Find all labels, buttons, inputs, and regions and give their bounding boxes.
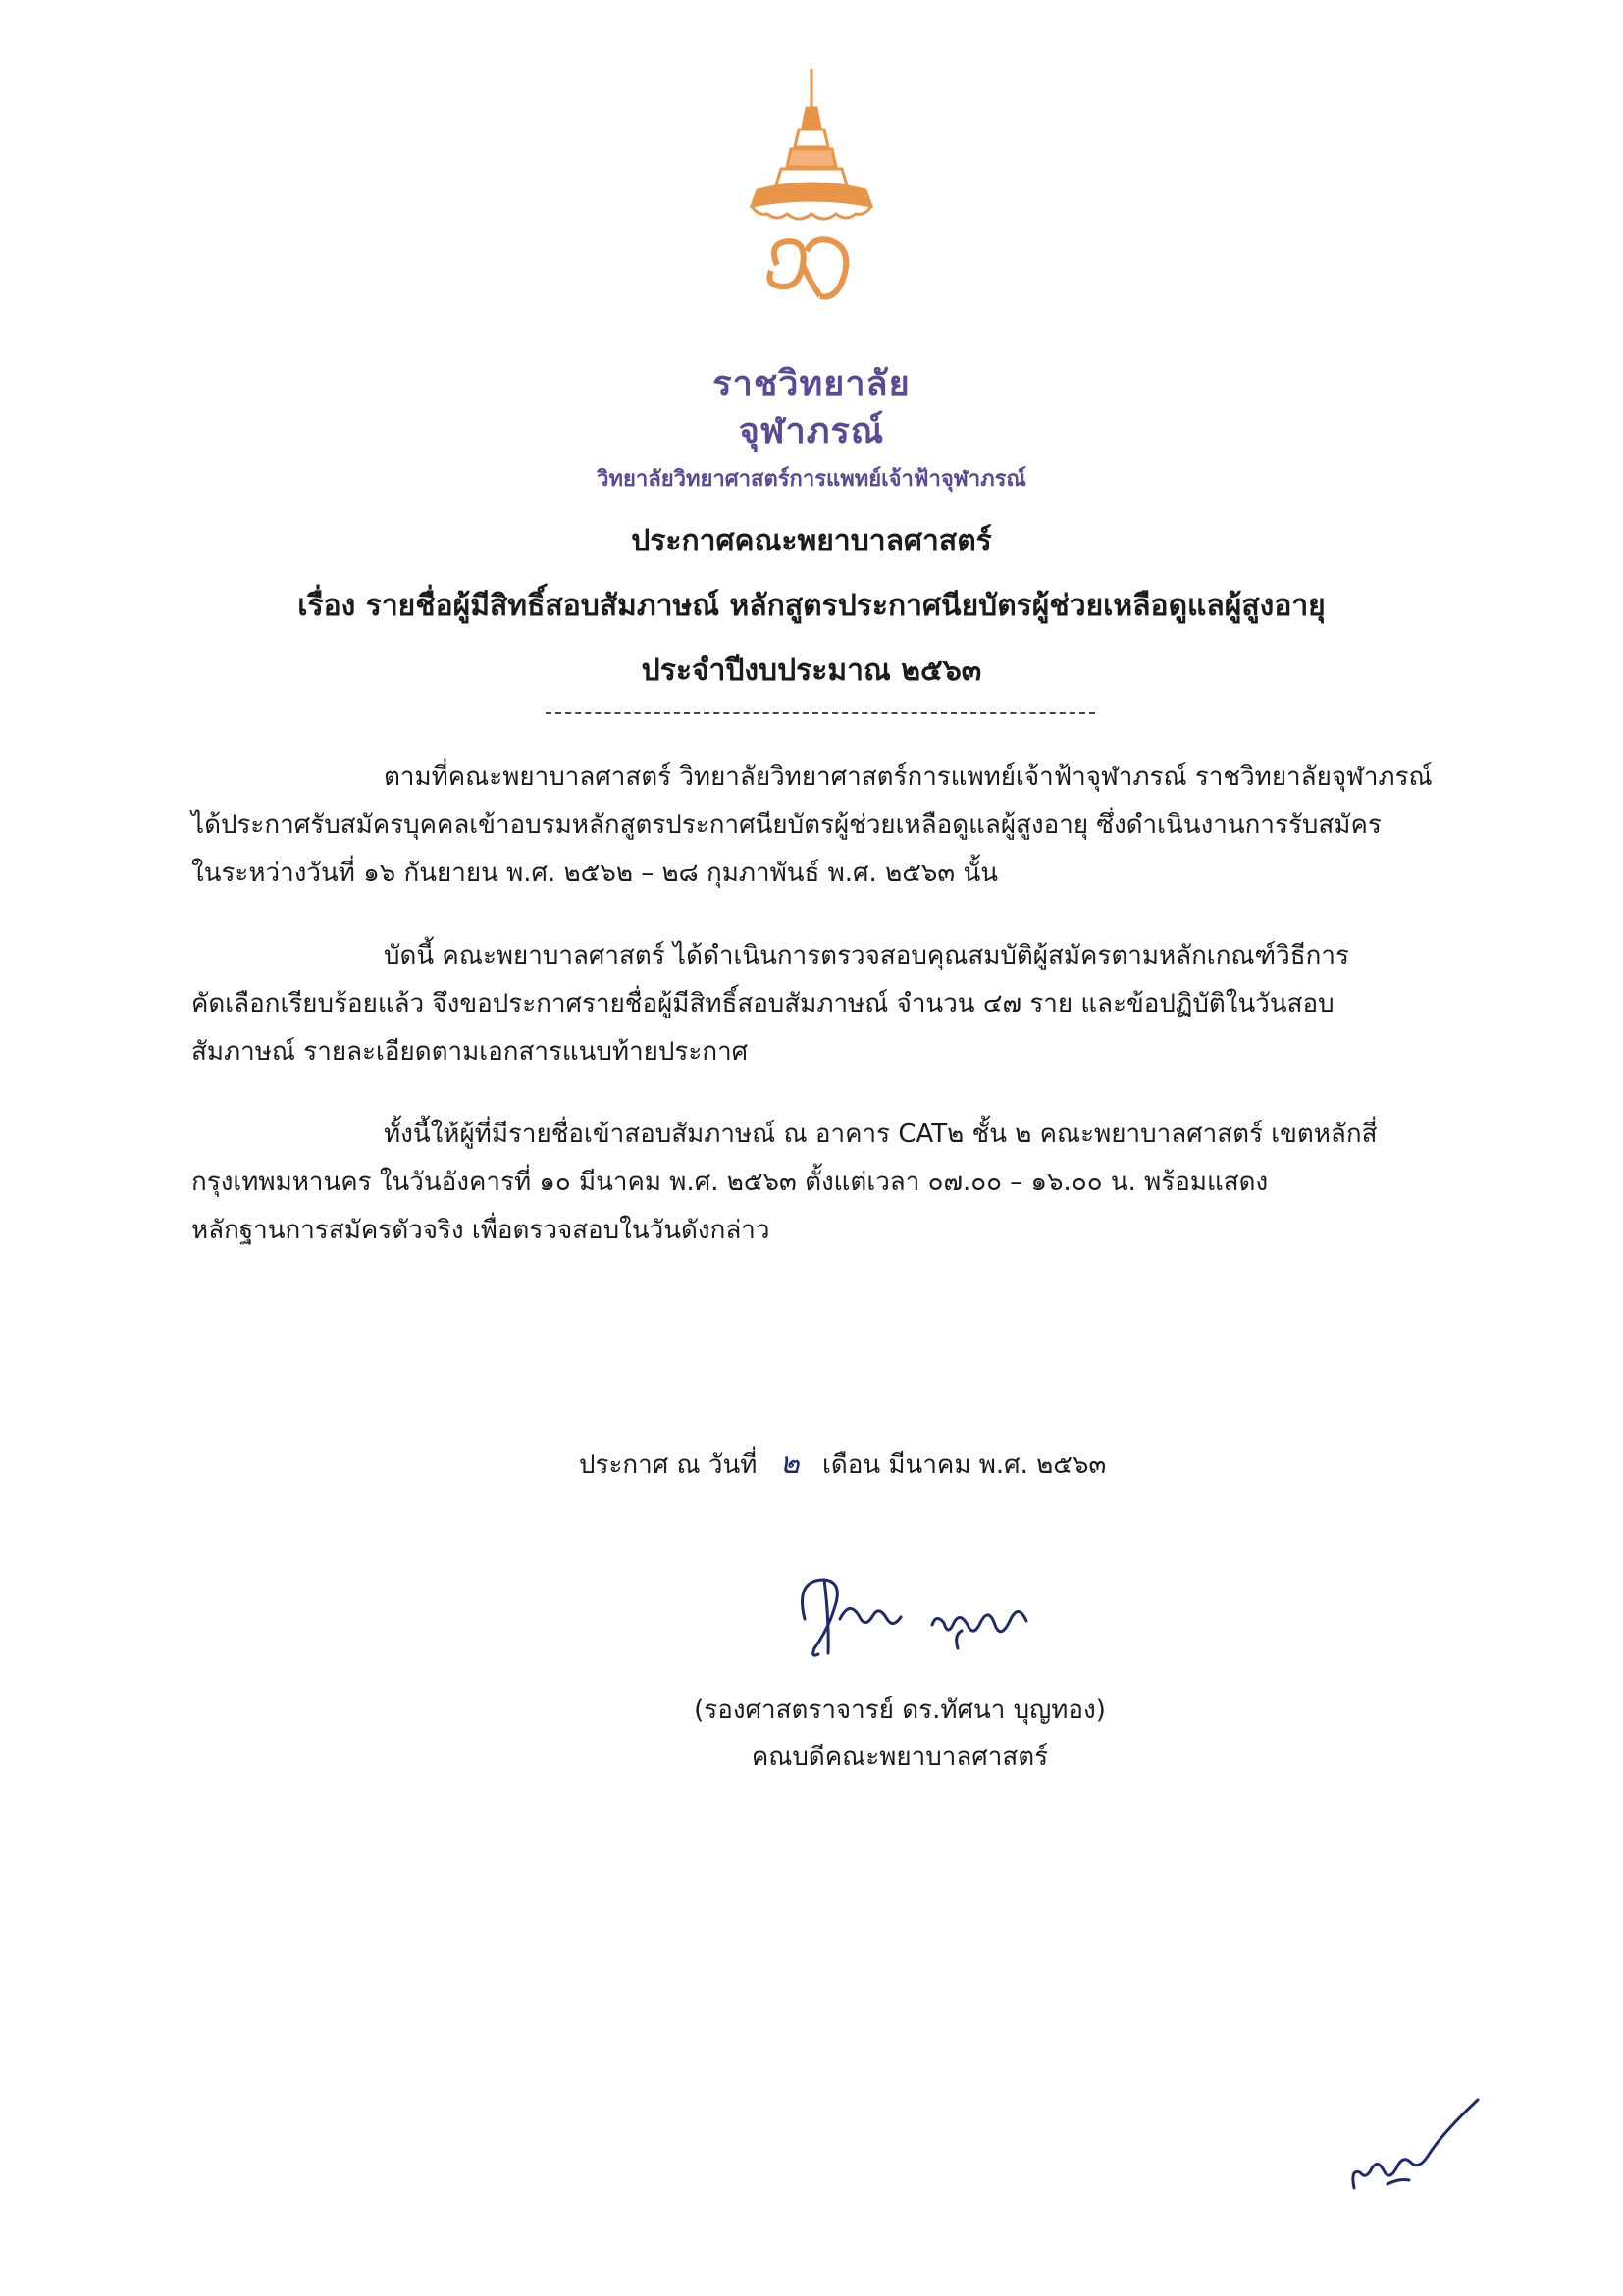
paragraph-2-line: บัดนี้ คณะพยาบาลศาสตร์ ได้ดำเนินการตรวจสอบคุณสมบัติผู้สมัครตามหลักเกณฑ์วิธีการ <box>384 941 1349 970</box>
handwritten-initials <box>1344 2090 1482 2198</box>
announcement-title: ประกาศคณะพยาบาลศาสตร์ <box>631 524 992 558</box>
paragraph-3-line: หลักฐานการสมัครตัวจริง เพื่อตรวจสอบในวันดังกล่าว <box>191 1216 770 1245</box>
paragraph-3-line: กรุงเทพมหานคร ในวันอังคารที่ ๑๐ มีนาคม พ.ศ. ๒๕๖๓ ตั้งแต่เวลา ๐๗.๐๐ – ๑๖.๐๐ น. พร้อมแสดง <box>191 1168 1269 1197</box>
signatory-name: (รองศาสตราจารย์ ดร.ทัศนา บุญทอง) <box>694 1696 1106 1725</box>
paragraph-1-line: ตามที่คณะพยาบาลศาสตร์ วิทยาลัยวิทยาศาสตร์การแพทย์เจ้าฟ้าจุฬาภรณ์ ราชวิทยาลัยจุฬาภรณ์ <box>384 762 1433 792</box>
paragraph-2-line: คัดเลือกเรียบร้อยแล้ว จึงขอประกาศรายชื่อผู้มีสิทธิ์สอบสัมภาษณ์ จำนวน ๔๗ ราย และข้อปฏิบัติในวันสอบ <box>191 989 1335 1018</box>
dean-signature <box>785 1560 1060 1668</box>
title-divider <box>546 712 1095 714</box>
announcement-date <box>579 1440 1106 1487</box>
org-subtitle: วิทยาลัยวิทยาศาสตร์การแพทย์เจ้าฟ้าจุฬาภรณ์ <box>597 467 1026 492</box>
paragraph-2 <box>191 932 1452 1076</box>
handwritten-day: ๒ <box>779 1446 800 1481</box>
org-name-line2: จุฬาภรณ์ <box>738 411 885 451</box>
announcement-subject: เรื่อง รายชื่อผู้มีสิทธิ์สอบสัมภาษณ์ หลักสูตรประกาศนียบัตรผู้ช่วยเหลือดูแลผู้สูงอายุ <box>297 589 1326 623</box>
paragraph-1 <box>191 754 1452 898</box>
signatory-position: คณบดีคณะพยาบาลศาสตร์ <box>751 1743 1049 1772</box>
college-crest-logo <box>738 69 885 334</box>
announcement-date-suffix: เดือน มีนาคม พ.ศ. ๒๕๖๓ <box>821 1450 1107 1480</box>
paragraph-2-line: สัมภาษณ์ รายละเอียดตามเอกสารแนบท้ายประกาศ <box>191 1037 749 1067</box>
paragraph-1-line: ในระหว่างวันที่ ๑๖ กันยายน พ.ศ. ๒๕๖๒ – ๒๘ กุมภาพันธ์ พ.ศ. ๒๕๖๓ นั้น <box>191 859 998 888</box>
paragraph-3 <box>191 1111 1452 1255</box>
paragraph-1-line: ได้ประกาศรับสมัครบุคคลเข้าอบรมหลักสูตรประกาศนียบัตรผู้ช่วยเหลือดูแลผู้สูงอายุ ซึ่งดำเนินงานการรับสมัคร <box>191 810 1382 840</box>
org-name-line1: ราชวิทยาลัย <box>712 364 911 404</box>
announcement-fiscal-year: ประจำปีงบประมาณ ๒๕๖๓ <box>641 653 982 688</box>
announcement-date-prefix: ประกาศ ณ วันที่ <box>579 1450 758 1480</box>
paragraph-3-line: ทั้งนี้ให้ผู้ที่มีรายชื่อเข้าสอบสัมภาษณ์ ณ อาคาร CAT๒ ชั้น ๒ คณะพยาบาลศาสตร์ เขตหลักสี่ <box>384 1120 1378 1149</box>
